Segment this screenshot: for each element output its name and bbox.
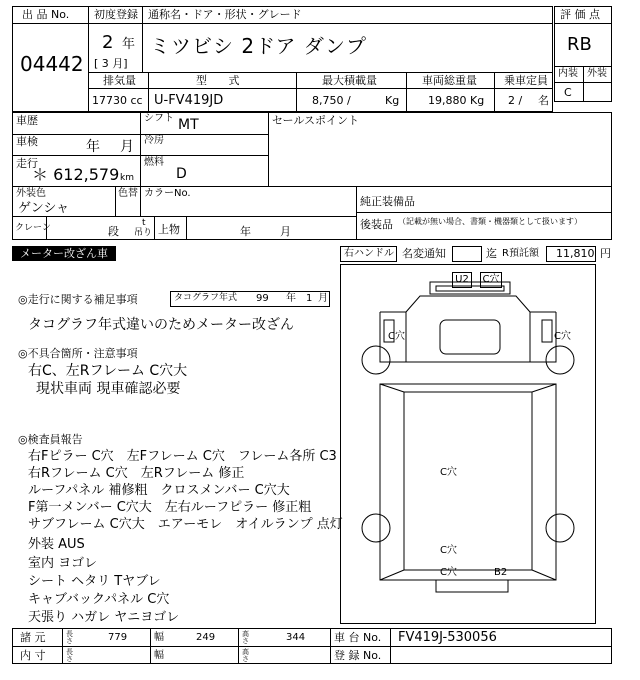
lot-label: 出 品 No. xyxy=(22,8,70,21)
max-load-label: 最大積載量 xyxy=(322,74,377,87)
interior-dims-label: 内 寸 xyxy=(20,649,46,662)
max-load-value: 8,750 / xyxy=(312,94,351,107)
ac-label: 冷房 xyxy=(144,135,164,146)
loading-year-unit: 年 xyxy=(240,225,251,238)
aftermarket-label: 後装品 xyxy=(360,218,393,231)
color-code-label: カラーNo. xyxy=(144,188,191,199)
inspector-line: F第一メンバー C穴大 左右ルーフピラー 修正粗 xyxy=(28,500,312,515)
height-value: 344 xyxy=(286,632,306,643)
inspector-line: キャブバックパネル C穴 xyxy=(28,592,170,607)
damage-label-u2: U2 xyxy=(452,272,472,288)
chassis-value: FV419J-530056 xyxy=(398,630,497,645)
color-change-label: 色替 xyxy=(118,188,138,199)
evaluation-score: RB xyxy=(567,34,592,55)
registration-year: 2 xyxy=(102,32,114,53)
mileage-value: ＊ 612,579 xyxy=(32,165,120,184)
tachograph-month: 1 xyxy=(306,293,313,304)
displacement-label: 排気量 xyxy=(103,74,136,87)
crane-hoist-label: 吊り xyxy=(134,228,153,238)
damage-label-c-lower: C穴 xyxy=(440,545,457,556)
inspection-year-unit: 年 xyxy=(86,139,100,155)
gross-weight-value: 19,880 Kg xyxy=(428,94,485,107)
max-load-unit: Kg xyxy=(385,94,400,107)
lot-number: 04442 xyxy=(20,52,84,76)
aftermarket-note: （記載が無い場合、書類・機器類として扱います） xyxy=(398,217,582,226)
registration-year-unit: 年 xyxy=(122,37,136,52)
interior-score-label: 内装 xyxy=(558,68,578,79)
recycle-value: 11,810 xyxy=(556,247,595,260)
name-change-label: 名変通知 xyxy=(402,247,446,260)
damage-label-c-right: C穴 xyxy=(554,331,571,342)
tachograph-label: タコグラフ年式 xyxy=(174,293,238,303)
chassis-label: 車 台 No. xyxy=(334,631,382,644)
recycle-unit: 円 xyxy=(600,247,611,260)
length-value: 779 xyxy=(108,632,128,643)
model-value: U-FV419JD xyxy=(154,93,224,108)
truck-diagram xyxy=(340,264,596,624)
genuine-equipment-label: 純正装備品 xyxy=(360,195,415,208)
exterior-color-label: 外装色 xyxy=(16,188,46,199)
defects-title: ◎不具合箇所・注意事項 xyxy=(18,347,138,360)
shift-value: MT xyxy=(178,117,199,133)
mileage-label: 走行 xyxy=(16,157,38,170)
interior-score: C xyxy=(564,86,572,99)
fuel-label: 燃料 xyxy=(144,157,164,168)
mileage-unit: km xyxy=(120,173,134,183)
right-hand-drive-label: 右ハンドル xyxy=(344,248,394,259)
interior-length-label: 長さ xyxy=(66,648,73,664)
damage-label-c-center: C穴 xyxy=(440,467,457,478)
registration-label: 登 録 No. xyxy=(334,649,382,662)
crane-stage-unit: 段 xyxy=(108,225,119,238)
inspector-line: シート ヘタリ Tヤブレ xyxy=(28,574,161,589)
width-label: 幅 xyxy=(154,632,164,643)
inspector-line: 室内 ヨゴレ xyxy=(28,556,98,571)
sales-point-label: セールスポイント xyxy=(272,114,360,127)
displacement-value: 17730 cc xyxy=(92,94,143,107)
odometer-tampered-text: メーター改ざん車 xyxy=(20,247,108,260)
inspector-title: ◎検査員報告 xyxy=(18,433,83,446)
damage-label-c-left: C穴 xyxy=(388,331,405,342)
inspector-line: サブフレーム C穴大 エアーモレ オイルランプ 点灯 xyxy=(28,517,343,532)
width-value: 249 xyxy=(196,632,216,643)
fuel-value: D xyxy=(176,166,187,182)
driving-section-title: ◎走行に関する補足事項 xyxy=(18,293,138,306)
capacity-value: 2 / xyxy=(508,94,523,107)
registration-month: [ 3 月] xyxy=(94,57,128,70)
model-label: 型 式 xyxy=(196,74,240,87)
inspection-month-unit: 月 xyxy=(120,139,134,155)
interior-width-label: 幅 xyxy=(154,650,164,661)
crane-label: クレーン xyxy=(15,223,51,233)
capacity-unit: 名 xyxy=(538,94,549,107)
tachograph-year-unit: 年 xyxy=(286,293,296,304)
damage-label-b2: B2 xyxy=(494,567,508,578)
tachograph-month-unit: 月 xyxy=(318,293,328,304)
driving-note: タコグラフ年式違いのためメーター改ざん xyxy=(28,317,294,333)
first-registration-label: 初度登録 xyxy=(94,8,138,21)
damage-label-c-bottom: C穴 xyxy=(440,567,457,578)
recycle-label: R預託額 xyxy=(502,248,539,259)
history-label: 車歴 xyxy=(16,114,38,127)
gross-weight-label: 車両総重量 xyxy=(422,74,477,87)
inspector-line: 天張り ハガレ ヤニヨゴレ xyxy=(28,610,180,625)
defect-line-2: 現状車両 現車確認必要 xyxy=(36,381,181,397)
inspector-line: 右Fピラー C穴 左Fフレーム C穴 フレーム各所 C3 xyxy=(28,449,337,464)
exterior-score-label: 外装 xyxy=(587,68,607,79)
loading-label: 上物 xyxy=(158,223,180,236)
loading-month-unit: 月 xyxy=(280,225,291,238)
length-label: 長さ xyxy=(66,630,73,646)
evaluation-label: 評 価 点 xyxy=(560,8,600,21)
inspector-line: 右Rフレーム C穴 左Rフレーム 修正 xyxy=(28,466,245,481)
deadline-label: 迄 xyxy=(486,247,497,260)
car-name-label: 通称名・ドア・形状・グレード xyxy=(148,8,302,21)
defect-line-1: 右C、左Rフレーム C穴大 xyxy=(28,363,188,379)
inspection-label: 車検 xyxy=(16,135,38,148)
inspector-line: ルーフパネル 補修粗 クロスメンバー C穴大 xyxy=(28,483,290,498)
damage-label-c-top: C穴 xyxy=(480,272,502,288)
car-name: ミツビシ 2ドア ダンプ xyxy=(150,34,368,58)
exterior-color-value: ゲンシャ xyxy=(18,201,70,216)
dims-label: 諸 元 xyxy=(20,631,46,644)
crane-ton-label: t xyxy=(142,218,146,228)
shift-label: シフト xyxy=(144,113,174,124)
capacity-label: 乗車定員 xyxy=(504,74,548,87)
tachograph-year: 99 xyxy=(256,293,269,304)
interior-height-label: 高さ xyxy=(242,648,249,664)
height-label: 高さ xyxy=(242,630,249,646)
inspector-line: 外装 AUS xyxy=(28,537,85,552)
